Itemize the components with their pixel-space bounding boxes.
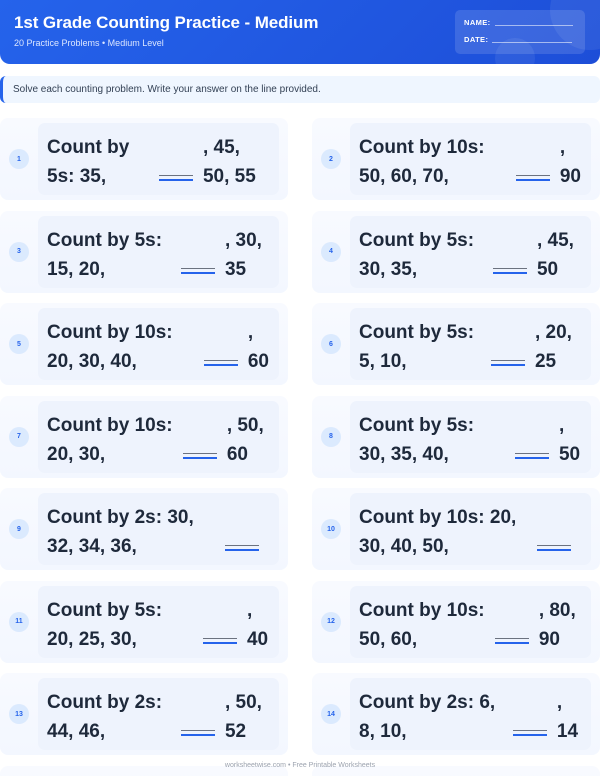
sequence-after: , 60 <box>247 322 269 372</box>
answer-blank[interactable] <box>203 638 237 644</box>
question-text <box>47 133 269 191</box>
answer-blank[interactable] <box>493 268 527 274</box>
problem-card <box>312 673 600 755</box>
question-text <box>359 503 581 561</box>
name-line[interactable] <box>495 25 573 26</box>
question-box <box>350 401 591 473</box>
sequence-before: Count by 2s: 44, 46, <box>47 692 163 742</box>
question-box <box>38 216 279 288</box>
problem-number-badge: 8 <box>321 427 341 447</box>
problem-card <box>312 118 600 200</box>
question-text <box>359 318 581 376</box>
sequence-before: Count by 5s: 20, 25, 30, <box>47 599 163 650</box>
question-box <box>350 586 591 658</box>
worksheet-header <box>0 0 600 64</box>
answer-blank[interactable] <box>204 360 238 366</box>
question-box <box>38 493 279 565</box>
answer-blank[interactable] <box>225 545 259 551</box>
answer-blank[interactable] <box>495 638 529 644</box>
problem-number-badge: 14 <box>321 704 341 724</box>
sequence-before: Count by 10s: 50, 60, 70, <box>359 137 485 187</box>
question-box <box>350 493 591 565</box>
question-text <box>359 411 581 469</box>
problem-card <box>0 211 288 293</box>
question-text <box>47 411 269 469</box>
answer-blank[interactable] <box>181 268 215 274</box>
question-text <box>359 226 581 284</box>
date-line[interactable] <box>492 42 572 43</box>
answer-blank[interactable] <box>516 175 550 181</box>
sequence-after: , 40 <box>246 599 269 650</box>
sequence-after: , 50, 60 <box>226 414 264 465</box>
problem-card <box>0 118 288 200</box>
question-box <box>350 308 591 380</box>
question-text <box>359 133 581 191</box>
problem-card <box>312 303 600 385</box>
question-box <box>38 123 279 195</box>
problem-number-badge: 6 <box>321 334 341 354</box>
problem-number-badge: 4 <box>321 242 341 262</box>
problem-number-badge: 7 <box>9 427 29 447</box>
problem-number-badge: 11 <box>9 612 29 632</box>
question-text <box>47 503 269 561</box>
sequence-before: Count by 10s: 20, 30, 40, <box>47 322 173 372</box>
instructions-banner: Solve each counting problem. Write your answer on the line provided. <box>0 76 600 103</box>
sequence-after: , 20, 25 <box>534 322 572 372</box>
sequence-after: , 50, 52 <box>224 692 262 742</box>
problem-card <box>0 581 288 663</box>
sequence-before: Count by 10s: 50, 60, <box>359 599 485 650</box>
problem-card <box>312 211 600 293</box>
problem-card <box>312 581 600 663</box>
problem-number-badge: 3 <box>9 242 29 262</box>
question-box <box>350 216 591 288</box>
problem-number-badge: 13 <box>9 704 29 724</box>
question-text <box>47 318 269 376</box>
sequence-after: , 45, 50 <box>536 229 574 280</box>
problem-number-badge: 9 <box>9 519 29 539</box>
sequence-before: Count by 2s: 30, 32, 34, 36, <box>47 507 194 557</box>
problem-number-badge: 5 <box>9 334 29 354</box>
date-field[interactable] <box>464 35 572 44</box>
sequence-before: Count by 5s: 15, 20, <box>47 229 163 280</box>
question-box <box>38 678 279 750</box>
question-text <box>359 688 581 746</box>
answer-blank[interactable] <box>159 175 193 181</box>
problem-number-badge: 2 <box>321 149 341 169</box>
page-title: 1st Grade Counting Practice - Medium <box>14 13 319 32</box>
sequence-before: Count by 10s: 20, 30, <box>47 414 173 465</box>
question-text <box>47 688 269 746</box>
problem-card <box>0 303 288 385</box>
sequence-before: Count by 5s: 30, 35, <box>359 229 475 280</box>
question-box <box>38 308 279 380</box>
sequence-after: , 14 <box>556 692 579 742</box>
problem-card <box>312 396 600 478</box>
sequence-after: , 90 <box>559 137 581 187</box>
sequence-before: Count by 5s: 35, <box>47 137 130 187</box>
answer-blank[interactable] <box>183 453 217 459</box>
problem-number-badge: 10 <box>321 519 341 539</box>
answer-blank[interactable] <box>513 730 547 736</box>
question-box <box>38 401 279 473</box>
footer-credit: worksheetwise.com • Free Printable Worksheets <box>224 762 376 769</box>
question-text <box>47 596 269 654</box>
name-date-box <box>455 10 585 54</box>
problem-card <box>0 396 288 478</box>
sequence-after: , 80, 90 <box>538 599 576 650</box>
page-subtitle: 20 Practice Problems • Medium Level <box>14 38 164 48</box>
answer-blank[interactable] <box>181 730 215 736</box>
problem-card <box>0 488 288 570</box>
answer-blank[interactable] <box>491 360 525 366</box>
sequence-before: Count by 10s: 20, 30, 40, 50, <box>359 507 517 557</box>
problem-number-badge: 12 <box>321 612 341 632</box>
question-text <box>359 596 581 654</box>
date-label: DATE: <box>464 35 489 44</box>
answer-blank[interactable] <box>515 453 549 459</box>
problem-card <box>0 673 288 755</box>
sequence-after: , 50 <box>558 414 581 465</box>
sequence-before: Count by 5s: 5, 10, <box>359 322 475 372</box>
question-box <box>350 678 591 750</box>
sequence-after: , 45, 50, 55 <box>202 137 256 187</box>
sequence-before: Count by 2s: 6, 8, 10, <box>359 692 496 742</box>
sequence-after: , 30, 35 <box>224 229 262 280</box>
question-text <box>47 226 269 284</box>
problem-number-badge: 1 <box>9 149 29 169</box>
question-box <box>350 123 591 195</box>
answer-blank[interactable] <box>537 545 571 551</box>
name-field[interactable] <box>464 18 573 27</box>
problem-card <box>312 488 600 570</box>
name-label: NAME: <box>464 18 491 27</box>
question-box <box>38 586 279 658</box>
sequence-before: Count by 5s: 30, 35, 40, <box>359 414 475 465</box>
